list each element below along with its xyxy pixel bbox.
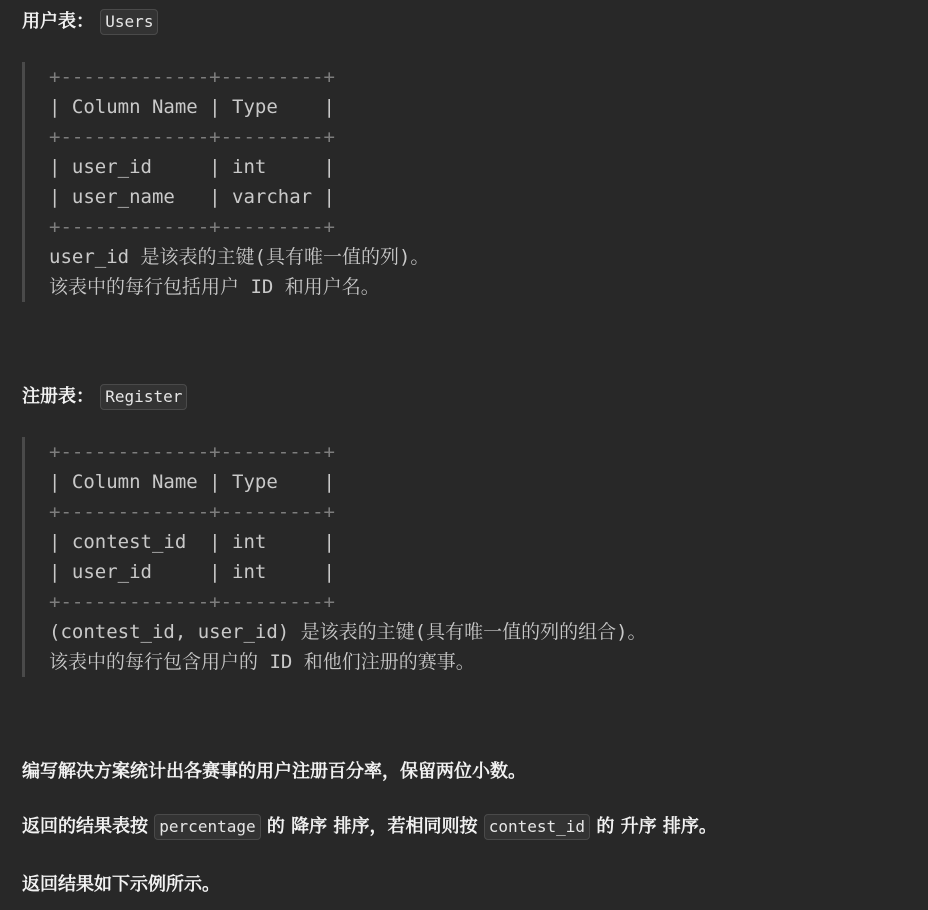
register-table-row: | user_id | int | [49,561,335,583]
users-table-border-top: +-------------+---------+ [49,66,335,88]
instruction-line-1: 编写解决方案统计出各赛事的用户注册百分率，保留两位小数。 [22,761,526,782]
register-table-row: | contest_id | int | [49,531,335,553]
instruction-text: 的 [266,816,285,837]
users-table-heading [22,8,158,36]
register-table-border-top: +-------------+---------+ [49,441,335,463]
users-label: 用户表： [22,11,94,32]
ascending-emphasis: 升序 [620,816,657,837]
users-table-row: | user_name | varchar | [49,186,335,208]
register-schema-block [22,437,647,677]
register-table-heading [22,383,187,411]
register-table-header-row: | Column Name | Type | [49,471,335,493]
register-table-border-mid: +-------------+---------+ [49,501,335,523]
users-table-row: | user_id | int | [49,156,335,178]
instruction-text: 排序，若相同则按 [333,816,478,837]
instruction-text: 返回的结果表按 [22,816,148,837]
descending-emphasis: 降序 [291,816,328,837]
register-table-border-bottom: +-------------+---------+ [49,591,335,613]
register-label: 注册表： [22,386,94,407]
instruction-line-3: 返回结果如下示例所示。 [22,874,220,895]
users-table-name: Users [100,9,158,35]
users-note: user_id 是该表的主键(具有唯一值的列)。 [49,246,430,268]
percentage-code: percentage [154,814,260,840]
users-note: 该表中的每行包括用户 ID 和用户名。 [49,276,380,298]
instruction-line-2 [22,813,717,841]
register-note: (contest_id, user_id) 是该表的主键(具有唯一值的列的组合)。 [49,621,647,643]
users-schema-block [22,62,429,302]
users-table-border-mid: +-------------+---------+ [49,126,335,148]
instruction-text: 的 [596,816,615,837]
instruction-text: 排序。 [662,816,717,837]
contest-id-code: contest_id [484,814,590,840]
register-table-name: Register [100,384,187,410]
users-table-border-bottom: +-------------+---------+ [49,216,335,238]
register-note: 该表中的每行包含用户的 ID 和他们注册的赛事。 [49,651,475,673]
users-table-header-row: | Column Name | Type | [49,96,335,118]
